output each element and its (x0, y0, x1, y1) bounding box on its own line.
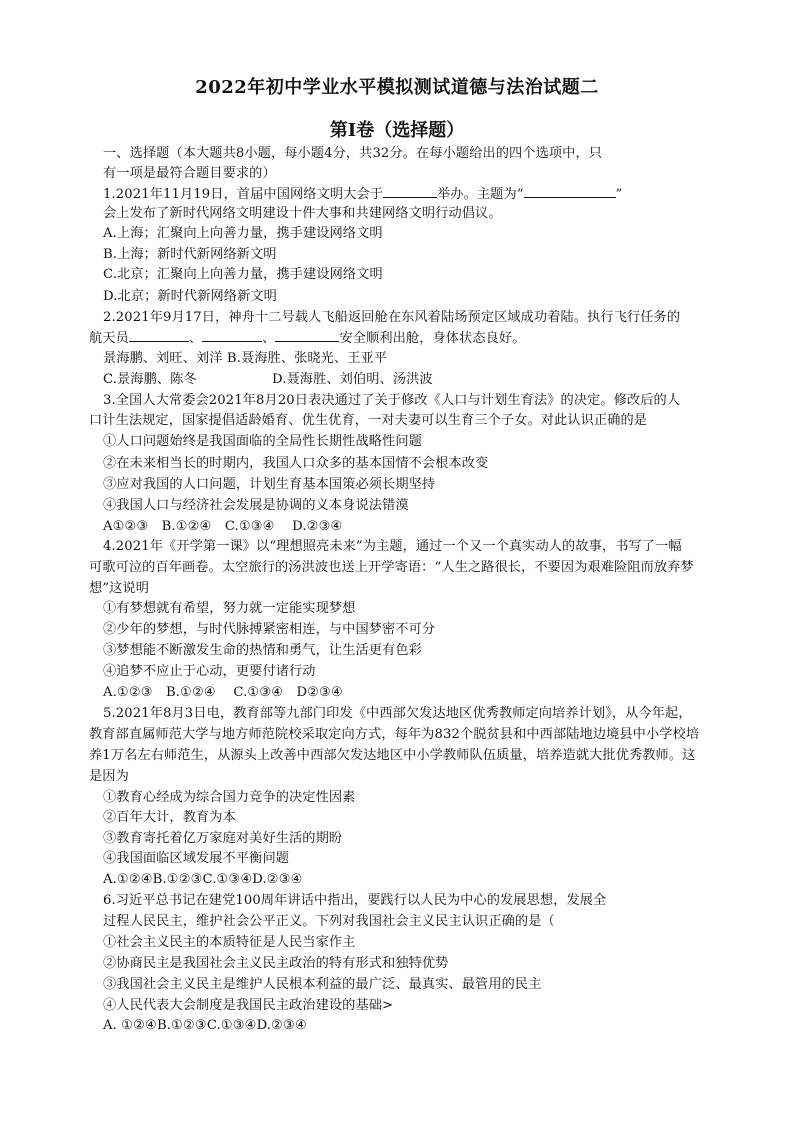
q5-options: A.①②④B.①②③C.①③④D.②③④ (103, 872, 303, 887)
q1-blank-2 (524, 185, 616, 198)
q3-stem-2: 口计生法规定，国家提倡适龄婚育、优生优育，一对夫妻可以生育三个子女。对此认识正确的是 (89, 413, 648, 428)
q4-item-4: ④追梦不应止于心动，更要付诸行动 (103, 664, 316, 679)
q2-option-d: D.聂海胜、刘伯明、汤洪波 (272, 372, 433, 387)
q3-item-4: ④我国人口与经济社会发展是协调的义本身说法错漠 (103, 498, 409, 513)
q2-text-a: 航天员 (89, 331, 129, 346)
q5-item-2: ②百年大计，教育为本 (103, 810, 236, 825)
q6-item-2: ②协商民主是我国社会主义民主政治的特有形式和独特优势 (103, 956, 449, 971)
q6-item-4: ④人民代表大会制度是我国民主政治建设的基础> (103, 998, 394, 1013)
q2-text-c: 、 (262, 331, 276, 346)
q5-stem-4: 是因为 (89, 769, 129, 784)
q2-option-c: C.景海鹏、陈冬 (103, 372, 197, 387)
q3-item-3: ③应对我国的人口问题，计划生育基本国策必须长期坚持 (103, 477, 436, 492)
q5-stem-3: 养1万名左右师范生，从源头上改善中西部欠发达地区中小学教师队伍质量，培养造就大批优秀教师。这 (89, 748, 696, 763)
q1-option-a: A.上海；汇聚向上向善力量，携手建设网络文明 (103, 226, 383, 241)
q3-options: A①②③ B.①②④ C.①③④ D.②③④ (103, 519, 343, 534)
q2-text-b: 、 (188, 331, 203, 346)
q5-stem-1: 5.2021年8月3日电，教育部等九部门印发《中西部欠发达地区优秀教师定向培养计划》，从今年起， (103, 706, 692, 721)
q4-options: A.①②③ B.①②④ C.①③④ D②③④ (103, 685, 343, 700)
q3-item-1: ①人口问题始终是我国面临的全局性长期性战略性问题 (103, 434, 422, 449)
q4-stem-1: 4.2021年《开学第一课》以“理想照亮未来”为主题，通过一个又一个真实动人的故事，书写了一幅 (103, 539, 682, 554)
q6-options: A. ①②④B.①②③C.①③④D.②③④ (103, 1018, 307, 1033)
q1-stem-c: ” (615, 187, 623, 202)
q3-item-2: ②在未来相当长的时期内，我国人口众多的基本国情不会根本改变 (103, 456, 489, 471)
q5-item-1: ①教育心经成为综合国力竞争的决定性因素 (103, 790, 356, 805)
q5-stem-2: 教育部直属师范大学与地方师范院校采取定向方式，每年为832个脱贫县和中西部陆地边境县中小学校培 (89, 727, 700, 742)
q4-item-3: ③梦想能不断激发生命的热情和勇气，让生活更有色彩 (103, 643, 422, 658)
q2-blank-2 (202, 329, 262, 342)
q6-item-1: ①社会主义民主的本质特征是人民当家作主 (103, 935, 356, 950)
q1-stem-b: 举办。主题为“ (437, 187, 524, 202)
exam-title: 2022年初中学业水平模拟测试道德与法治试题二 (195, 77, 599, 98)
q1-option-b: B.上海；新时代新网络新文明 (103, 247, 277, 262)
q1-blank-1 (383, 185, 437, 198)
q6-stem-2: 过程人民民主，维护社会公平正义。下列对我国社会主义民主认识正确的是（ (103, 914, 555, 929)
q3-stem-1: 3.全国人大常委会2021年8月20日表决通过了关于修改《人口与计划生育法》的决定。修改后的人 (103, 393, 681, 408)
q2-text-d: 安全顺利出舱，身体状态良好。 (339, 331, 526, 346)
q4-item-2: ②少年的梦想，与时代脉搏紧密相连，与中国梦密不可分 (103, 622, 436, 637)
section-title: 第Ⅰ卷（选择题） (329, 120, 465, 141)
q5-item-4: ④我国面临区域发展不平衡问题 (103, 851, 290, 866)
q1-stem (103, 185, 622, 203)
q4-stem-3: 想”这说明 (89, 581, 149, 596)
q2-options-1: 景海鹏、刘旺、刘洋 B.聂海胜、张晓光、王亚平 (103, 351, 388, 366)
q2-blank-3 (275, 329, 339, 342)
q2-stem-line-2 (89, 329, 526, 347)
q2-stem: 2.2021年9月17日，神舟十二号载人飞船返回舱在东风着陆场预定区域成功着陆。执行飞行任务的 (103, 310, 681, 325)
q5-item-3: ③教育寄托着亿万家庭对美好生活的期盼 (103, 831, 343, 846)
q4-item-1: ①有梦想就有希望，努力就一定能实现梦想 (103, 601, 356, 616)
q1-option-d: D.北京；新时代新网络新文明 (103, 289, 277, 304)
instructions-line-1: 一、选择题（本大题共8小题，每小题4分，共32分。在每小题给出的四个选项中，只 (103, 146, 603, 161)
q4-stem-2: 可歌可泣的百年画卷。太空旅行的汤洪波也送上开学寄语：“人生之路很长，不要因为艰难险阻而放弃梦 (89, 560, 694, 575)
instructions-line-2: 有一项是最符合题目要求的） (103, 166, 276, 181)
q6-item-3: ③我国社会主义民主是维护人民根本利益的最广泛、最真实、最管用的民主 (103, 977, 542, 992)
q6-stem-1: 6.习近平总书记在建党100周年讲话中指出，要践行以人民为中心的发展思想，发展全 (103, 893, 607, 908)
q2-blank-1 (129, 329, 189, 342)
q1-stem-a: 1.2021年11月19日，首届中国网络文明大会于 (103, 187, 384, 202)
q1-stem-line-2: 会上发布了新时代网络文明建设十件大事和共建网络文明行动倡议。 (103, 206, 502, 221)
q1-option-c: C.北京；汇聚向上向善力量，携手建设网络文明 (103, 267, 383, 282)
